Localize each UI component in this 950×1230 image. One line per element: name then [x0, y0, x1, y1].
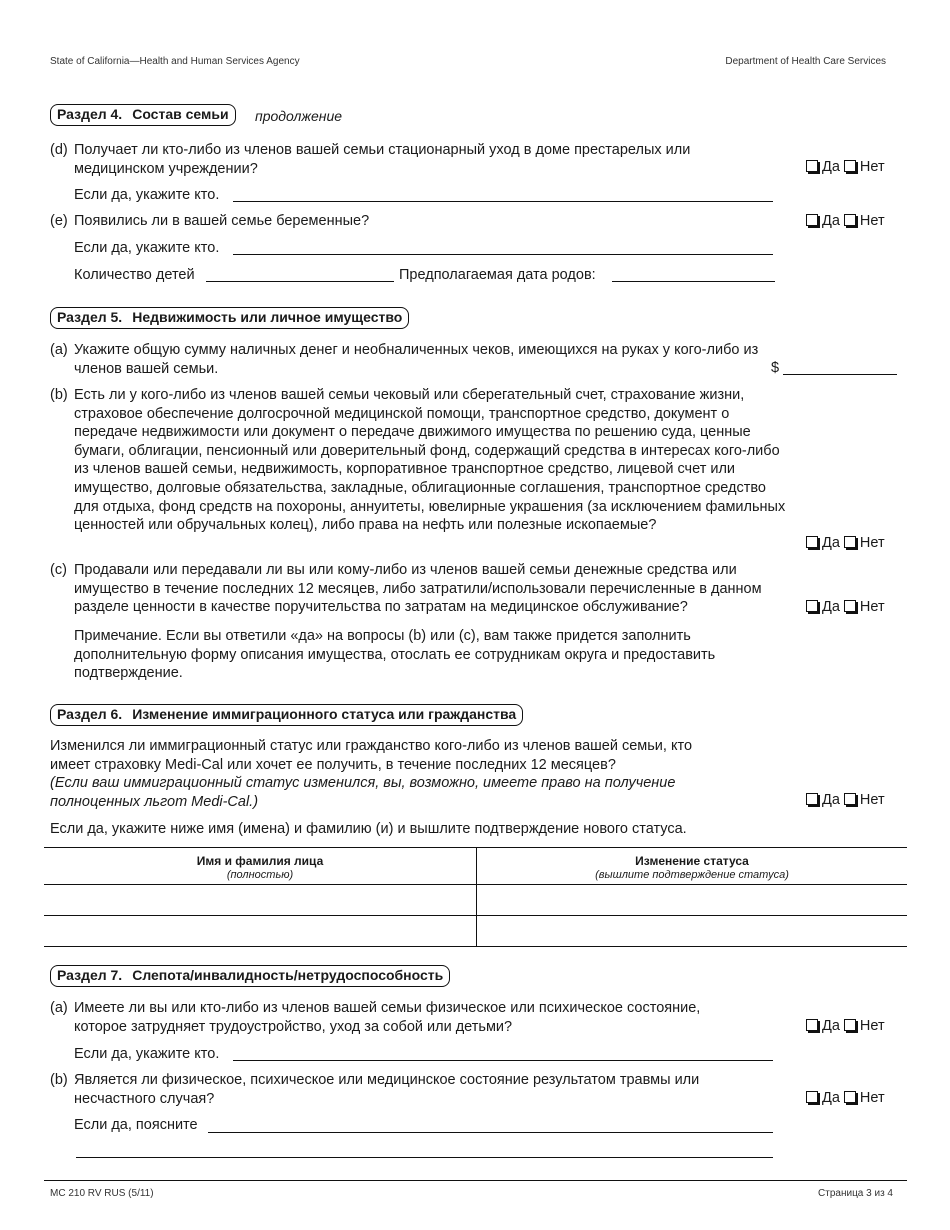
question-letter: (a): [50, 342, 68, 358]
yes-checkbox[interactable]: [806, 160, 818, 172]
yes-checkbox[interactable]: [806, 1019, 818, 1031]
section4-title: [50, 104, 236, 126]
question-letter: (d): [50, 142, 68, 158]
table-row: [44, 885, 907, 916]
question-4e: Появились ли в вашей семье беременные?: [74, 213, 370, 229]
form-id: MC 210 RV RUS (5/11): [50, 1188, 154, 1199]
section4-name: Состав семьи: [132, 106, 229, 122]
yes-no-7a: Да Нет: [806, 1017, 889, 1035]
yes-no-5c: Да Нет: [806, 598, 889, 616]
section6-name: Изменение иммиграционного статуса или гражданства: [132, 706, 517, 722]
cash-amount-field[interactable]: [783, 374, 897, 375]
table-row: [44, 916, 907, 947]
no-checkbox[interactable]: [844, 793, 856, 805]
yes-no-7b: Да Нет: [806, 1089, 889, 1107]
no-checkbox[interactable]: [844, 1019, 856, 1031]
section4-number: Раздел 4.: [57, 106, 123, 122]
yes-no-4d: Да Нет: [806, 158, 889, 176]
immigration-table: [44, 847, 907, 947]
name-cell[interactable]: [44, 885, 477, 916]
section6-hint: (Если ваш иммиграционный статус изменился, вы, возможно, имеете право на получение полноценных льгот Medi-Cal.): [50, 775, 676, 810]
section6-question: Изменился ли иммиграционный статус или гражданство кого-либо из членов вашей семьи, кто имеет страховку Medi-Cal или хочет ее получить, в течение последних 12 месяцев?: [50, 738, 693, 773]
children-field[interactable]: [206, 281, 394, 282]
name-cell[interactable]: [44, 916, 477, 947]
section6-instruction: Если да, укажите ниже имя (имена) и фамилию (и) и вышлите подтверждение нового статуса.: [50, 821, 687, 837]
section4-continued: продолжение: [255, 108, 343, 124]
if-yes-label: Если да, укажите кто.: [74, 1046, 220, 1062]
question-5b: Есть ли у кого-либо из членов вашей семьи чековый или сберегательный счет, страхование жизни, страховое обеспечение долгосрочной медицинской помощи, транспортное средство, документ о передаче недвижимости или документ о передаче движимого имущества по решению суда, ценные бумаги, облигации, пенсионный или доверительный фонд, содержащий средства в интересах кого-либо из членов вашей семьи, недвижимость, корпоративное транспортное средство, лицевой счет или имущество, долговые обязательства, закладные, облигационные соглашения, транспортное средство для отдыха, фонд средств на похороны, аннуитеты, ювелирные украшения (за исключением фамильных ценностей или обручальных колец), либо права на нефть или полезные ископаемые?: [74, 387, 786, 534]
department-header: Department of Health Care Services: [725, 56, 886, 67]
column-header-name: Имя и фамилия лица (полностью): [44, 848, 477, 885]
status-cell[interactable]: [477, 885, 908, 916]
question-7b: Является ли физическое, психическое или медицинское состояние результатом травмы или несчастного случая?: [74, 1072, 700, 1107]
yes-checkbox[interactable]: [806, 214, 818, 226]
section5-name: Недвижимость или личное имущество: [132, 309, 403, 325]
if-yes-label: Если да, укажите кто.: [74, 187, 220, 203]
no-checkbox[interactable]: [844, 160, 856, 172]
section6-number: Раздел 6.: [57, 706, 123, 722]
no-checkbox[interactable]: [844, 536, 856, 548]
question-letter: (c): [50, 562, 67, 578]
yes-no-4e: Да Нет: [806, 212, 889, 230]
who-field-4d[interactable]: [233, 201, 773, 202]
yes-checkbox[interactable]: [806, 600, 818, 612]
question-5c: Продавали или передавали ли вы или кому-либо из членов вашей семьи денежные средства или имущество в течение последних 12 месяцев, либо затратили/использовали перечисленные в данном разделе ценности в качестве поручительства по затратам на медицинское обслуживание?: [74, 562, 762, 616]
who-field-7a[interactable]: [233, 1060, 773, 1061]
explain-field-line2[interactable]: [76, 1157, 773, 1158]
question-5a: Укажите общую сумму наличных денег и необналиченных чеков, имеющихся на руках у кого-либо из членов вашей семьи.: [74, 342, 759, 377]
explain-label: Если да, поясните: [74, 1117, 198, 1133]
section7-name: Слепота/инвалидность/нетрудоспособность: [132, 967, 444, 983]
question-4d: Получает ли кто-либо из членов вашей семьи стационарный уход в доме престарелых или медицинском учреждении?: [74, 142, 691, 177]
section5-note: Примечание. Если вы ответили «да» на вопросы (b) или (c), вам также придется заполнить дополнительную форму описания имущества, отослать ее сотрудникам округа и предоставить подтверждение.: [74, 628, 716, 682]
due-date-label: Предполагаемая дата родов:: [399, 267, 596, 283]
explain-field[interactable]: [208, 1132, 773, 1133]
section5-number: Раздел 5.: [57, 309, 123, 325]
status-cell[interactable]: [477, 916, 908, 947]
section7-title: [50, 965, 450, 987]
yes-no-6: Да Нет: [806, 791, 889, 809]
question-letter: (e): [50, 213, 68, 229]
no-checkbox[interactable]: [844, 214, 856, 226]
yes-checkbox[interactable]: [806, 1091, 818, 1103]
section6-title: [50, 704, 523, 726]
if-yes-label: Если да, укажите кто.: [74, 240, 220, 256]
section7-number: Раздел 7.: [57, 967, 123, 983]
children-label: Количество детей: [74, 267, 195, 283]
no-checkbox[interactable]: [844, 600, 856, 612]
due-date-field[interactable]: [612, 281, 775, 282]
yes-checkbox[interactable]: [806, 536, 818, 548]
currency-sign: $: [771, 360, 780, 376]
section5-title: [50, 307, 409, 329]
agency-header: State of California—Health and Human Services Agency: [50, 56, 300, 67]
no-checkbox[interactable]: [844, 1091, 856, 1103]
question-letter: (a): [50, 1000, 68, 1016]
column-header-status: Изменение статуса (вышлите подтверждение статуса): [595, 854, 789, 881]
page-number: Страница 3 из 4: [818, 1188, 893, 1199]
who-field-4e[interactable]: [233, 254, 773, 255]
yes-checkbox[interactable]: [806, 793, 818, 805]
footer-divider: [44, 1180, 907, 1181]
yes-no-5b: Да Нет: [806, 534, 889, 552]
question-letter: (b): [50, 387, 68, 403]
question-7a: Имеете ли вы или кто-либо из членов вашей семьи физическое или психическое состояние, которое затрудняет трудоустройство, уход за собой или детьми?: [74, 1000, 701, 1035]
question-letter: (b): [50, 1072, 68, 1088]
